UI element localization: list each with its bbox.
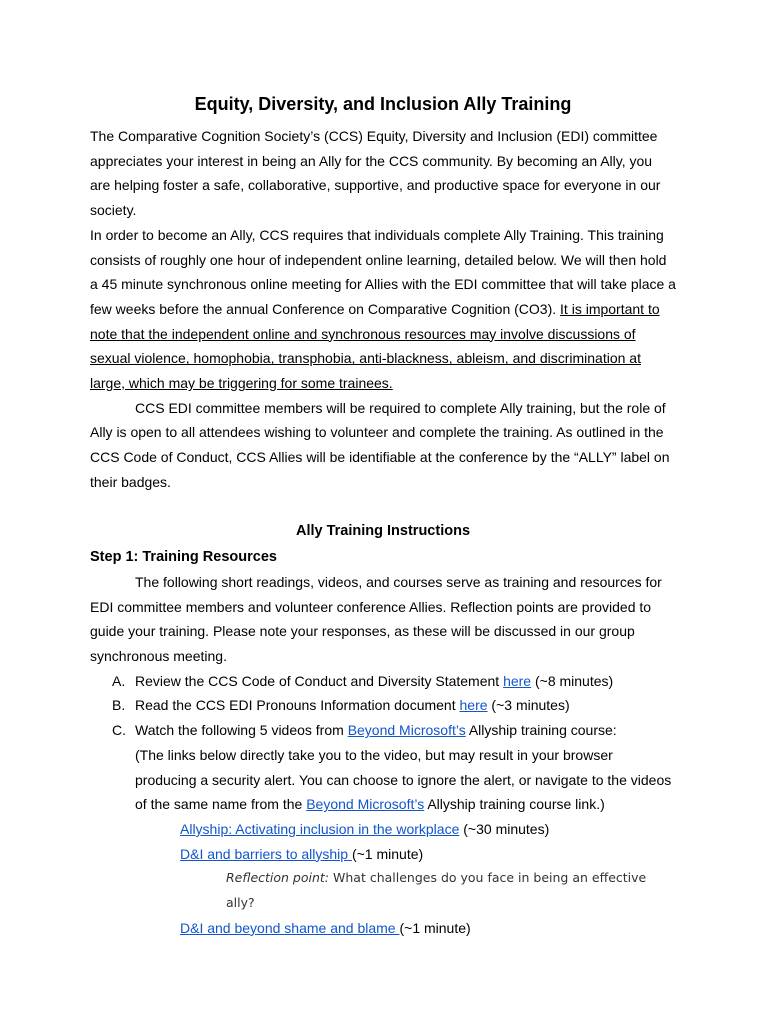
- list-marker: A.: [112, 672, 126, 689]
- video-item: [90, 916, 676, 941]
- list-item-text: Read the CCS EDI Pronouns Information document: [135, 697, 460, 714]
- reflection-label: Reflection point:: [226, 870, 330, 886]
- intro-paragraph-2-text: In order to become an Ally, CCS requires that individuals complete Ally Training. This training consists of roughly one hour of independent online learning, detailed below. We will then hold a 45 minute synchronous online meeting for Allies with the EDI committee that will take place a few weeks before the annual Conference on Comparative Cognition (CO3).: [90, 226, 676, 317]
- video-link-shame-and-blame[interactable]: D&I and beyond shame and blame: [180, 919, 400, 936]
- list-item-text: Review the CCS Code of Conduct and Diversity Statement: [135, 672, 504, 689]
- list-item-duration: (~3 minutes): [487, 697, 570, 714]
- intro-paragraph-3: CCS EDI committee members will be required to complete Ally training, but the role of Ally is open to all attendees wishing to volunteer and complete the training. As outlined in the CCS Code of Conduct, CCS Allies will be identifiable at the conference by the “ALLY” label on their badges.: [90, 399, 670, 490]
- list-item-note: (The links below directly take you to the video, but may result in your browser producing a security alert. You can choose to ignore the alert, or navigate to the videos of the same name from the: [135, 746, 672, 813]
- video-link-barriers-to-allyship[interactable]: D&I and barriers to allyship: [180, 845, 352, 862]
- list-item-a: [90, 669, 676, 694]
- list-item-note-end: Allyship training course link.): [424, 796, 605, 813]
- video-item: [90, 842, 676, 867]
- pronouns-document-link[interactable]: here: [459, 697, 488, 714]
- list-item-text: Allyship training course:: [465, 722, 617, 739]
- video-duration: (~30 minutes): [459, 820, 550, 837]
- reflection-point: [90, 866, 676, 915]
- list-item-duration: (~8 minutes): [531, 672, 614, 689]
- trigger-warning-text: It is important to note that the independent online and synchronous resources may involve discussions of sexual violence, homophobia, transphobia, anti-blackness, ableism, and discrimination at large, which may be triggering for some trainees.: [90, 300, 660, 392]
- page-title: Equity, Diversity, and Inclusion Ally Training: [194, 94, 572, 114]
- list-marker: C.: [112, 722, 126, 739]
- intro-paragraph-1: The Comparative Cognition Society’s (CCS) Equity, Diversity and Inclusion (EDI) committee appreciates your interest in being an Ally for the CCS community. By becoming an Ally, you are helping foster a safe, collaborative, supportive, and productive space for everyone in our society.: [90, 128, 661, 219]
- beyond-microsoft-course-link[interactable]: Beyond Microsoft’s: [306, 796, 425, 813]
- instructions-heading: Ally Training Instructions: [295, 522, 471, 539]
- resources-list: [90, 669, 676, 817]
- reflection-text: What challenges do you face in being an effective ally?: [226, 870, 647, 911]
- step1-heading: Step 1: Training Resources: [90, 549, 277, 566]
- video-duration: (~1 minute): [351, 845, 424, 862]
- list-item-c: [90, 718, 676, 817]
- video-item: [90, 817, 676, 842]
- intro-paragraph-2: [90, 223, 676, 396]
- code-of-conduct-link[interactable]: here: [503, 672, 532, 689]
- video-duration: (~1 minute): [399, 919, 471, 936]
- step1-intro: The following short readings, videos, and courses serve as training and resources for EDI committee members and volunteer conference Allies. Reflection points are provided to guide your training. Please note your responses, as these will be discussed in our group synchronous meeting.: [90, 573, 662, 665]
- list-item-b: [90, 693, 676, 718]
- list-item-text: Watch the following 5 videos from: [135, 722, 348, 739]
- list-marker: B.: [112, 697, 126, 714]
- beyond-microsoft-link[interactable]: Beyond Microsoft’s: [347, 722, 466, 739]
- video-link-activating-inclusion[interactable]: Allyship: Activating inclusion in the workplace: [180, 820, 460, 837]
